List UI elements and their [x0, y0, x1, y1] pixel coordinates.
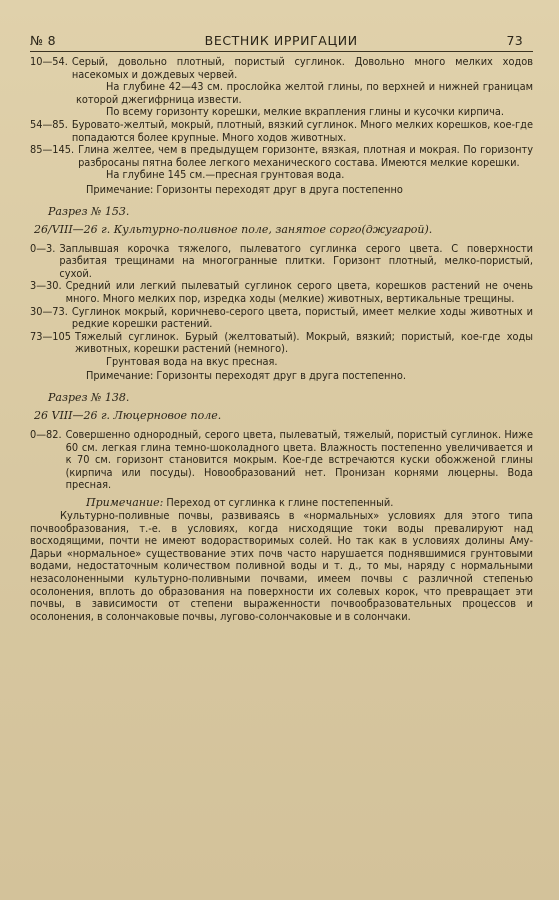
- horizon-entry: [30, 243, 533, 281]
- groundwater-remark: На глубине 145 см.—пресная грунтовая вода.: [106, 168, 345, 182]
- body-paragraph: Культурно-поливные почвы, развиваясь в «нормальных» условиях для этого типа почвообразования, т.-е. в условиях, когда нисходящие токи воды превалируют над восходящими, почти не имеют водорастворимых солей. Но так как в условиях долины Аму-Дарьи «нормальное» существование этих почв часто нарушается поднявшимися грунтовыми водами, недостаточным количеством поливной воды и т. д., то мы, наряду с нормальными незасолоненными культурно-поливными почвами, имеем почвы с различной степенью осолонения, вплоть до образования на поверхности их солевых корок, что превращает эти почвы, в зависимости от степени выраженности почвообразовательных процессов и осолонения, в солончаковые почвы, лугово-солончаковые и в солончаки.: [30, 509, 533, 623]
- horizon-depth: 0—3.: [30, 241, 56, 255]
- horizon-entry: [30, 280, 533, 305]
- article-body: [30, 56, 533, 623]
- issue-number: № 8: [30, 33, 56, 48]
- running-header: [30, 33, 533, 52]
- horizon-entry: [30, 306, 533, 331]
- horizon-remark: По всему горизонту корешки, мелкие вкрапления глины и кусочки кирпича.: [106, 105, 505, 119]
- section-subtitle: 26/VIII—26 г. Культурно-поливное поле, занятое сорго(джугарой).: [34, 222, 433, 236]
- horizon-entry: [30, 429, 533, 492]
- horizon-description: Тяжелый суглинок. Бурый (желтоватый). Мокрый, вязкий; пористый, кое-где ходы животных, корешки растений (немного).: [74, 329, 533, 356]
- section-note: Примечание: Горизонты переходят друг в друга постепенно.: [86, 369, 406, 383]
- horizon-description: Суглинок мокрый, коричнево-серого цвета, пористый, имеет мелкие ходы животных и редкие корешки растений.: [71, 304, 533, 331]
- groundwater-remark: Грунтовая вода на вкус пресная.: [106, 354, 278, 368]
- horizon-depth: 3—30.: [30, 279, 62, 293]
- horizon-description: Совершенно однородный, серого цвета, пылеватый, тяжелый, пористый суглинок. Ниже 60 см. легкая глина темно-шоколадного цвета. Влажность постепенно увеличивается и к 70 см. горизонт становится мокрым. Кое-где встречаются куски обожженой глины (кирпича или посуды). Новообразований нет. Пронизан корнями люцерны. Вода пресная.: [65, 428, 533, 492]
- note-text: Переход от суглинка к глине постепенный.: [166, 496, 394, 510]
- section-note: Примечание: Горизонты переходят друг в друга постепенно: [86, 182, 403, 196]
- horizon-description: Буровато-желтый, мокрый, плотный, вязкий суглинок. Много мелких корешков, кое-где попадаются более крупные. Много ходов животных.: [71, 117, 533, 144]
- horizon-entry: [30, 56, 533, 81]
- section-title: Разрез № 153.: [48, 204, 130, 218]
- horizon-remark: На глубине 42—43 см. прослойка желтой глины, по верхней и нижней границам которой джегифрница извести.: [76, 80, 533, 106]
- horizon-depth: 85—145.: [30, 143, 75, 157]
- horizon-entry: [30, 331, 533, 356]
- horizon-entry: [30, 144, 533, 169]
- section-subtitle: 26 VIII—26 г. Люцерновое поле.: [34, 409, 222, 423]
- section-note: [30, 496, 533, 510]
- horizon-depth: 54—85.: [30, 117, 68, 131]
- horizon-description: Средний или легкий пылеватый суглинок серого цвета, корешков растений не очень много. Много мелких пор, изредка ходы (мелкие) животных, вертикальные трещины.: [65, 279, 533, 305]
- note-label: Примечание:: [86, 496, 164, 510]
- journal-title: ВЕСТНИК ИРРИГАЦИИ: [204, 33, 358, 48]
- horizon-depth: 10—54.: [30, 55, 68, 68]
- horizon-depth: 73—105: [30, 329, 71, 343]
- horizon-description: Заплывшая корочка тяжелого, пылеватого суглинка серого цвета. С поверхности разбитая трещинами на многогранные плитки. Горизонт плотный, мелко-пористый, сухой.: [59, 241, 533, 280]
- horizon-description: Глина желтее, чем в предыдущем горизонте, вязкая, плотная и мокрая. По горизонту разбросаны пятна более легкого механического состава. Имеются мелкие корешки.: [78, 143, 533, 169]
- page-number: 73: [506, 33, 523, 48]
- horizon-depth: 0—82.: [30, 428, 62, 442]
- horizon-entry: [30, 119, 533, 144]
- horizon-description: Серый, довольно плотный, пористый суглинок. Довольно много мелких ходов насекомых и дождевых червей.: [71, 55, 533, 81]
- horizon-depth: 30—73.: [30, 304, 68, 318]
- section-title: Разрез № 138.: [48, 391, 130, 405]
